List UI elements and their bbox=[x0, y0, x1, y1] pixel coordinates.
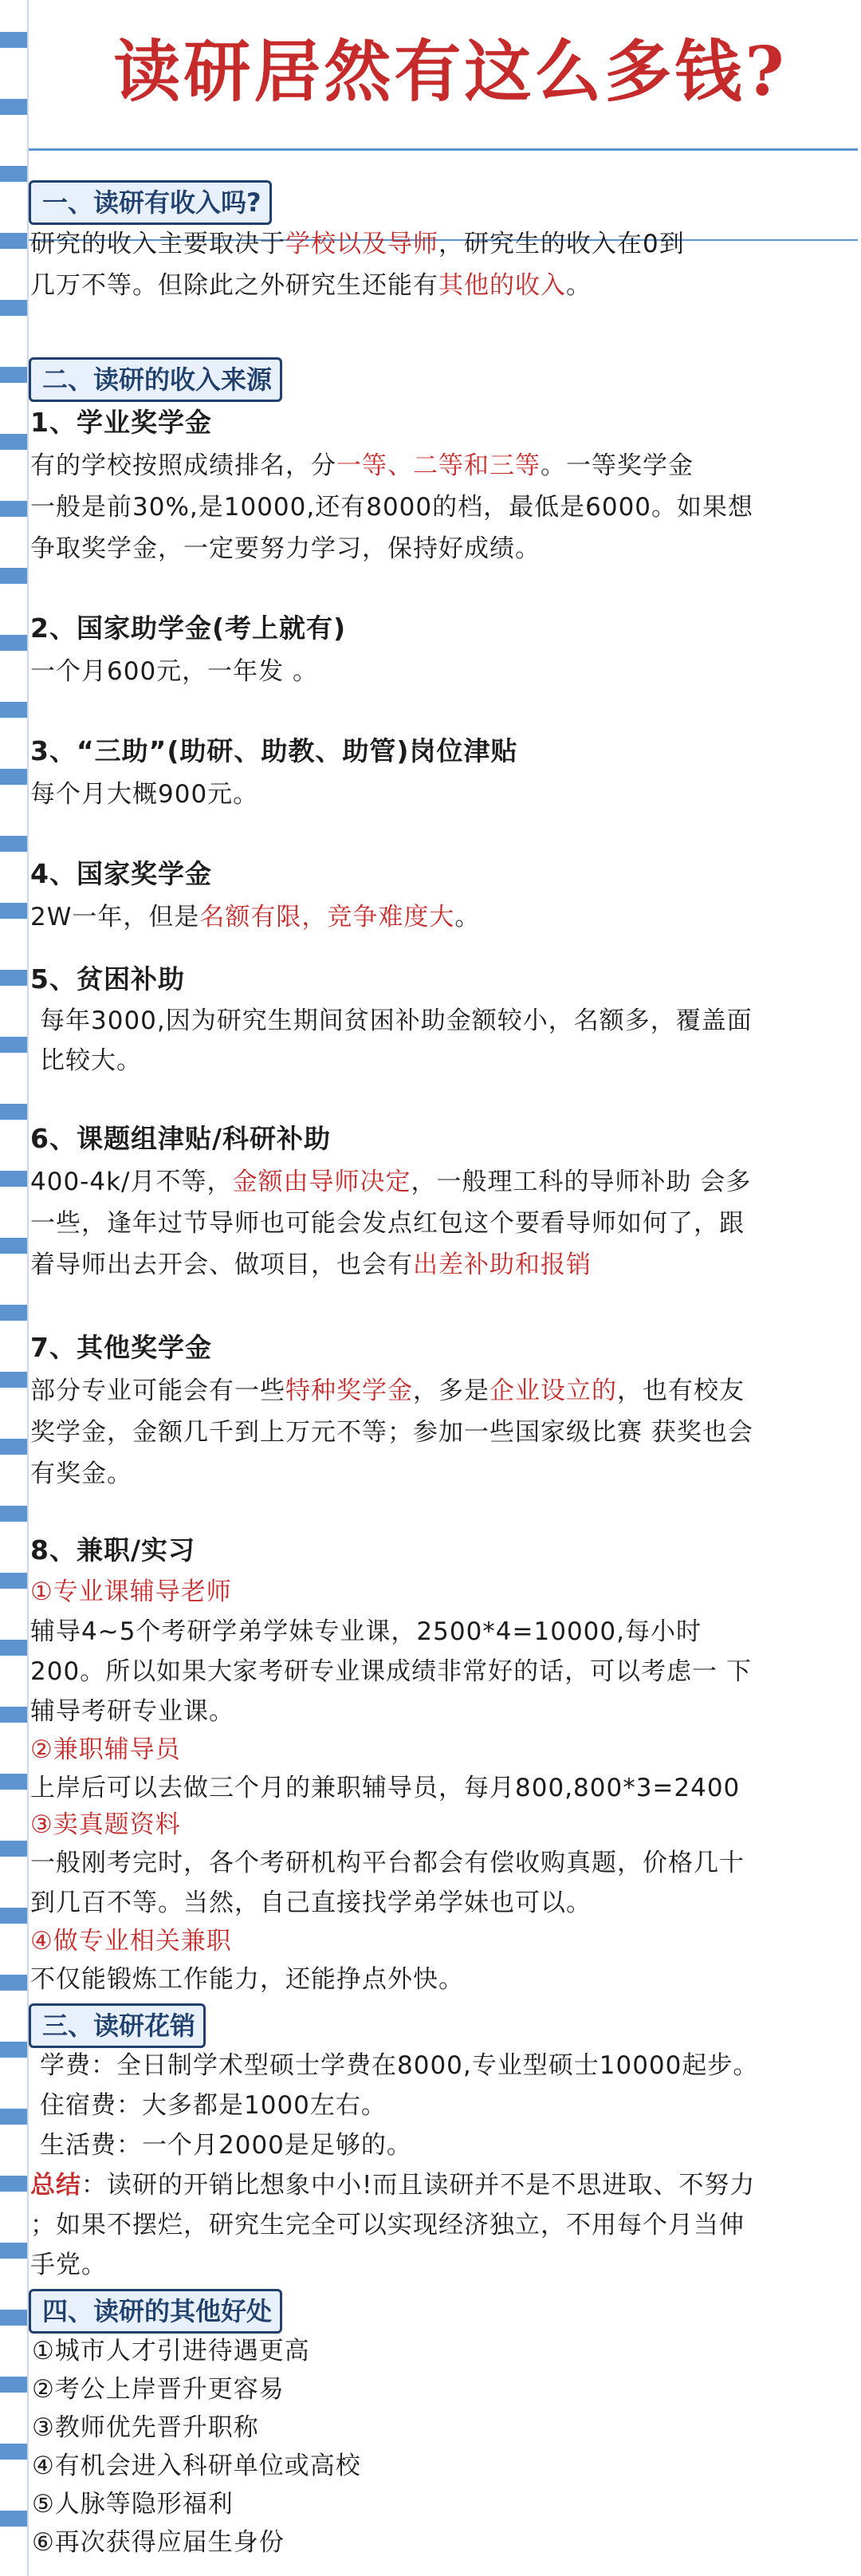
paragraph: 一个月600元，一年发 。 bbox=[30, 657, 319, 686]
paragraph: 辅导4~5个考研学弟学妹专业课，2500*4=10000,每小时 bbox=[30, 1617, 702, 1646]
spiral-binding bbox=[0, 0, 29, 2576]
paragraph: 2W一年，但是名额有限，竞争难度大。 bbox=[30, 903, 481, 932]
paragraph: 手党。 bbox=[30, 2251, 107, 2279]
highlight-text: 总结 bbox=[30, 2171, 81, 2200]
paragraph: 每个月大概900元。 bbox=[30, 780, 259, 809]
paragraph: 奖学金，金额几千到上万元不等；参加一些国家级比赛 获奖也会 bbox=[30, 1418, 753, 1447]
paragraph: 上岸后可以去做三个月的兼职辅导员，每月800,800*3=2400 bbox=[30, 1774, 741, 1802]
highlight-text: 企业设立的 bbox=[489, 1377, 617, 1405]
list-item: ①城市人才引进待遇更高 bbox=[32, 2337, 310, 2365]
paragraph: 不仅能锻炼工作能力，还能挣点外快。 bbox=[30, 1965, 464, 1994]
highlight-text: 名额有限，竞争难度大 bbox=[199, 903, 455, 932]
paragraph: 研究的收入主要取决于学校以及导师，研究生的收入在0到 bbox=[30, 230, 685, 258]
list-item: ③教师优先晋升职称 bbox=[32, 2413, 259, 2442]
paragraph: 几万不等。但除此之外研究生还能有其他的收入。 bbox=[30, 271, 592, 300]
paragraph: 比较大。 bbox=[40, 1046, 142, 1075]
sub-heading: ④做专业相关兼职 bbox=[30, 1927, 232, 1956]
list-item: ⑤人脉等隐形福利 bbox=[32, 2490, 234, 2519]
item-heading: 1、学业奖学金 bbox=[30, 407, 212, 438]
paragraph: 住宿费：大多都是1000左右。 bbox=[40, 2091, 387, 2120]
list-item: ④有机会进入科研单位或高校 bbox=[32, 2452, 361, 2480]
item-heading: 3、“三助”(助研、助教、助管)岗位津贴 bbox=[30, 735, 518, 766]
sub-heading: ②兼职辅导员 bbox=[30, 1735, 181, 1764]
section-title-sources: 二、读研的收入来源 bbox=[29, 357, 282, 402]
paragraph: 有的学校按照成绩排名，分一等、二等和三等。一等奖学金 bbox=[30, 451, 694, 480]
section-title-income: 一、读研有收入吗? bbox=[29, 180, 272, 225]
paragraph: 学费：全日制学术型硕士学费在8000,专业型硕士10000起步。 bbox=[40, 2051, 759, 2080]
sub-heading: ③卖真题资料 bbox=[30, 1810, 181, 1839]
paragraph: 每年3000,因为研究生期间贫困补助金额较小，名额多，覆盖面 bbox=[40, 1006, 753, 1035]
paragraph: 着导师出去开会、做项目，也会有出差补助和报销 bbox=[30, 1251, 592, 1279]
paragraph: 有奖金。 bbox=[30, 1459, 132, 1488]
sub-heading: ①专业课辅导老师 bbox=[30, 1578, 232, 1606]
title-divider bbox=[29, 148, 858, 151]
item-heading: 4、国家奖学金 bbox=[30, 858, 212, 889]
paragraph: 一般是前30%,是10000,还有8000的档，最低是6000。如果想 bbox=[30, 493, 754, 522]
item-heading: 7、其他奖学金 bbox=[30, 1332, 212, 1363]
section-title-expenses: 三、读研花销 bbox=[29, 2003, 206, 2048]
item-heading: 5、贫困补助 bbox=[30, 963, 185, 995]
item-heading: 6、课题组津贴/科研补助 bbox=[30, 1123, 332, 1154]
paragraph: 400-4k/月不等，金额由导师决定，一般理工科的导师补助 会多 bbox=[30, 1168, 752, 1196]
highlight-text: 一等、二等和三等 bbox=[336, 451, 541, 480]
paragraph: 200。所以如果大家考研专业课成绩非常好的话，可以考虑一 下 bbox=[30, 1657, 753, 1686]
highlight-text: 出差补助和报销 bbox=[413, 1251, 592, 1279]
paragraph: 总结：读研的开销比想象中小!而且读研并不是不思进取、不努力 bbox=[30, 2171, 756, 2200]
section-title-benefits: 四、读研的其他好处 bbox=[29, 2289, 282, 2334]
paragraph: 部分专业可能会有一些特种奖学金，多是企业设立的，也有校友 bbox=[30, 1377, 745, 1405]
paragraph: 一些，逢年过节导师也可能会发点红包这个要看导师如何了，跟 bbox=[30, 1209, 745, 1238]
highlight-text: 其他的收入 bbox=[438, 271, 566, 300]
paragraph: 争取奖学金，一定要努力学习，保持好成绩。 bbox=[30, 534, 541, 563]
highlight-text: 学校以及导师 bbox=[285, 230, 438, 258]
paragraph: 生活费：一个月2000是足够的。 bbox=[40, 2131, 412, 2160]
item-heading: 2、国家助学金(考上就有) bbox=[30, 612, 347, 644]
paragraph: 一般刚考完时，各个考研机构平台都会有偿收购真题，价格几十 bbox=[30, 1849, 745, 1877]
list-item: ②考公上岸晋升更容易 bbox=[32, 2375, 285, 2404]
paragraph: 辅导考研专业课。 bbox=[30, 1697, 234, 1726]
item-heading: 8、兼职/实习 bbox=[30, 1534, 196, 1566]
list-item: ⑥再次获得应届生身份 bbox=[32, 2528, 285, 2557]
highlight-text: 金额由导师决定 bbox=[232, 1168, 411, 1196]
paragraph: ；如果不摆烂，研究生完全可以实现经济独立，不用每个月当伸 bbox=[30, 2211, 745, 2239]
highlight-text: 特种奖学金 bbox=[285, 1377, 413, 1405]
paragraph: 到几百不等。当然，自己直接找学弟学妹也可以。 bbox=[30, 1889, 592, 1917]
page-title: 读研居然有这么多钱? bbox=[113, 32, 788, 111]
